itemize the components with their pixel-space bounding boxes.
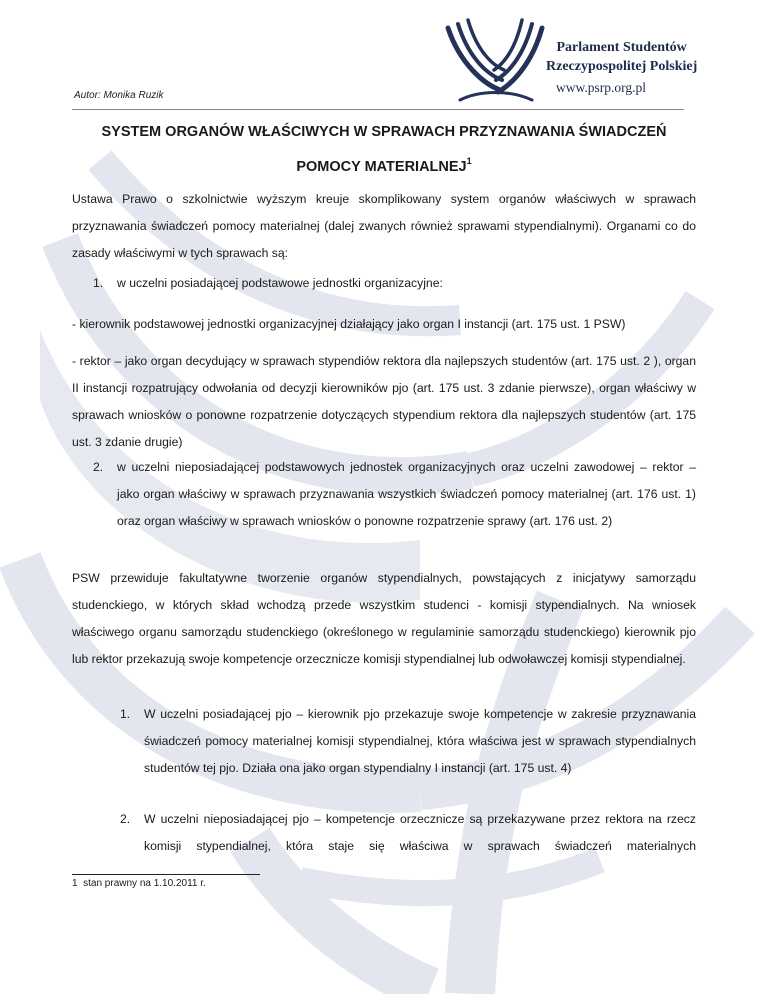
psrp-emblem-icon: [440, 14, 550, 106]
psw-paragraph: PSW przewiduje fakultatywne tworzenie organów stypendialnych, powstających z inicjatywy samorządu studenckiego, w których skład wchodzą przede wszystkim studenci - komisji stypendialnych. Na wniosek właściwego organu samorządu studenckiego (określonego w regulaminie samorządu studenckiego) kierownik pjo lub rektor przekazują swoje kompetencje orzecznicze komisji stypendialnej lub odwoławczej komisji stypendialnej.: [72, 571, 696, 666]
document-title-text: SYSTEM ORGANÓW WŁAŚCIWYCH W SPRAWACH PRZYZNAWANIA ŚWIADCZEŃ POMOCY MATERIALNEJ: [101, 124, 667, 175]
author-line: Autor: Monika Ruzik: [74, 90, 164, 101]
header-divider: [72, 109, 684, 110]
list-item-number: 1.: [120, 707, 131, 721]
list-item-text: W uczelni posiadającej pjo – kierownik pjo przekazuje swoje kompetencje w zakresie przyznawania świadczeń pomocy materialnej komisji stypendialnej, która właściwa jest w sprawach stypendialnych studentów tej pjo. Działa ona jako organ stypendialny I instancji (art. 175 ust. 4): [144, 707, 696, 775]
footnote-number: 1: [72, 878, 78, 889]
organization-name-line1: Parlament Studentów: [556, 40, 687, 55]
psrp-logo: [440, 14, 698, 104]
list-item-text: W uczelni nieposiadającej pjo – kompetencje orzecznicze są przekazywane przez rektora na rzecz komisji stypendialnej, która staje się właściwa w sprawach świadczeń materialnych: [144, 812, 696, 853]
list-item-number: 1.: [93, 276, 104, 290]
organization-url[interactable]: www.psrp.org.pl: [556, 80, 646, 95]
footnote-text: stan prawny na 1.10.2011 r.: [83, 878, 206, 889]
list-item-number: 2.: [120, 812, 131, 826]
list-item-text: w uczelni nieposiadającej podstawowych jednostek organizacyjnych oraz uczelni zawodowej – rektor – jako organ właściwy w sprawach przyznawania wszystkich świadczeń pomocy materialnej (art. 176 ust. 1) oraz organ właściwy w sprawach wniosków o ponowne rozpatrzenie sprawy (art. 176 ust. 2): [117, 460, 696, 528]
intro-paragraph: Ustawa Prawo o szkolnictwie wyższym kreuje skomplikowany system organów właściwych w sprawach przyznawania świadczeń pomocy materialnej (dalej zwanych również sprawami stypendialnymi). Organami co do zasady właściwymi w tych sprawach są:: [72, 192, 696, 260]
dash-item-kierownik: - kierownik podstawowej jednostki organizacyjnej działający jako organ I instancji (art. 175 ust. 1 PSW): [72, 317, 626, 331]
footnote-reference[interactable]: 1: [466, 156, 472, 166]
footnote: [72, 878, 206, 889]
dash-item-rektor: - rektor – jako organ decydujący w sprawach stypendiów rektora dla najlepszych studentów (art. 175 ust. 2 ), organ II instancji rozpatrujący odwołania od decyzji kierowników pjo (art. 175 ust. 3 zdanie pierwsze), organ właściwy w sprawach wniosków o ponowne rozpatrzenie dotyczących stypendium rektora dla najlepszych studentów (art. 175 ust. 3 zdanie drugie): [72, 354, 696, 449]
footnote-separator: [72, 874, 260, 875]
document-title: [72, 115, 696, 185]
list-item-text: w uczelni posiadającej podstawowe jednostki organizacyjne:: [117, 276, 443, 290]
organization-name-line2: Rzeczypospolitej Polskiej: [546, 59, 698, 74]
organization-name: [546, 38, 697, 76]
list-item-number: 2.: [93, 460, 104, 474]
